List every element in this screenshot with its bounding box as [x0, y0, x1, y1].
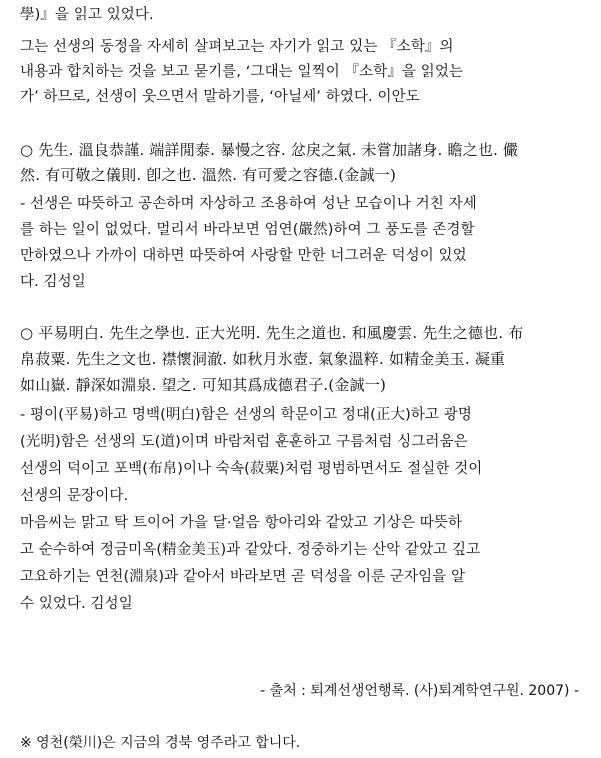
quote2-translation-line-5: 마음씨는 맑고 탁 트이어 가을 달·얼음 항아리와 같았고 기상은 따뜻하 — [20, 515, 463, 531]
quote2-translation-line-4: 선생의 문장이다. — [20, 488, 129, 504]
quote1-translation-line-2: 를 하는 일이 없었다. 멀리서 바라보면 엄연(嚴然)하여 그 풍도를 존경할 — [20, 222, 475, 238]
quote2-translation-line-6: 고 순수하여 정금미옥(精金美玉)과 같았다. 정중하기는 산악 같았고 깊고 — [20, 542, 481, 558]
source-citation: - 출처 : 퇴계선생언행록. (사)퇴계학연구원. 2007) - — [260, 683, 579, 699]
intro-line-2: 그는 선생의 동정을 자세히 살펴보고는 자기가 읽고 있는 『소학』의 — [20, 39, 454, 55]
quote1-translation-line-3: 만하였으나 가까이 대하면 따뜻하여 사랑할 만한 너그러운 덕성이 있었 — [20, 248, 467, 264]
quote2-translation-line-8: 수 있었다. 김성일 — [20, 596, 133, 612]
quote2-translation-line-2: (光明)함은 선생의 도(道)이며 바람처럼 훈훈하고 구름처럼 싱그러움은 — [20, 434, 468, 450]
quote2-hanja-line-3: 如山嶽. 靜深如淵泉. 望之. 可知其爲成德君子.(金誠一) — [20, 376, 387, 394]
quote1-hanja-line-2: 然. 有可敬之儀則. 卽之也. 溫然. 有可愛之容德.(金誠一) — [20, 166, 397, 184]
quote2-translation-line-1: - 평이(平易)하고 명백(明白)함은 선생의 학문이고 정대(正大)하고 광명 — [20, 407, 472, 423]
intro-line-1: 學)』을 읽고 있었다. — [20, 7, 154, 23]
quote1-translation-line-4: 다. 김성일 — [20, 274, 86, 290]
intro-line-4: 가’ 하므로, 선생이 웃으면서 말하기를, ‘아닐세’ 하였다. 이안도 — [20, 89, 420, 105]
quote2-translation-line-3: 선생의 덕이고 포백(布帛)이나 숙속(菽粟)처럼 평범하면서도 절실한 것이 — [20, 461, 483, 477]
quote2-hanja-line-1: ○ 平易明白. 先生之學也. 正大光明. 先生之道也. 和風慶雲. 先生之德也. 布 — [20, 324, 524, 342]
quote2-hanja-line-2: 帛菽粟. 先生之文也. 襟懷洞澈. 如秋月氷壺. 氣象溫粹. 如精金美玉. 凝重 — [20, 350, 506, 368]
footnote: ※ 영천(榮川)은 지금의 경북 영주라고 합니다. — [20, 735, 301, 751]
intro-line-3: 내용과 합치하는 것을 보고 묻기를, ‘그대는 일찍이 『소학』을 읽었는 — [20, 64, 464, 80]
quote1-translation-line-1: - 선생은 따뜻하고 공손하며 자상하고 조용하여 성난 모습이나 거친 자세 — [20, 196, 477, 212]
quote1-hanja-line-1: ○ 先生. 溫良恭謹. 端詳閒泰. 暴慢之容. 忿戾之氣. 未嘗加諸身. 瞻之也. 儼 — [20, 141, 519, 159]
quote2-translation-line-7: 고요하기는 연천(淵泉)과 같아서 바라보면 곧 덕성을 이룬 군자임을 알 — [20, 569, 466, 585]
